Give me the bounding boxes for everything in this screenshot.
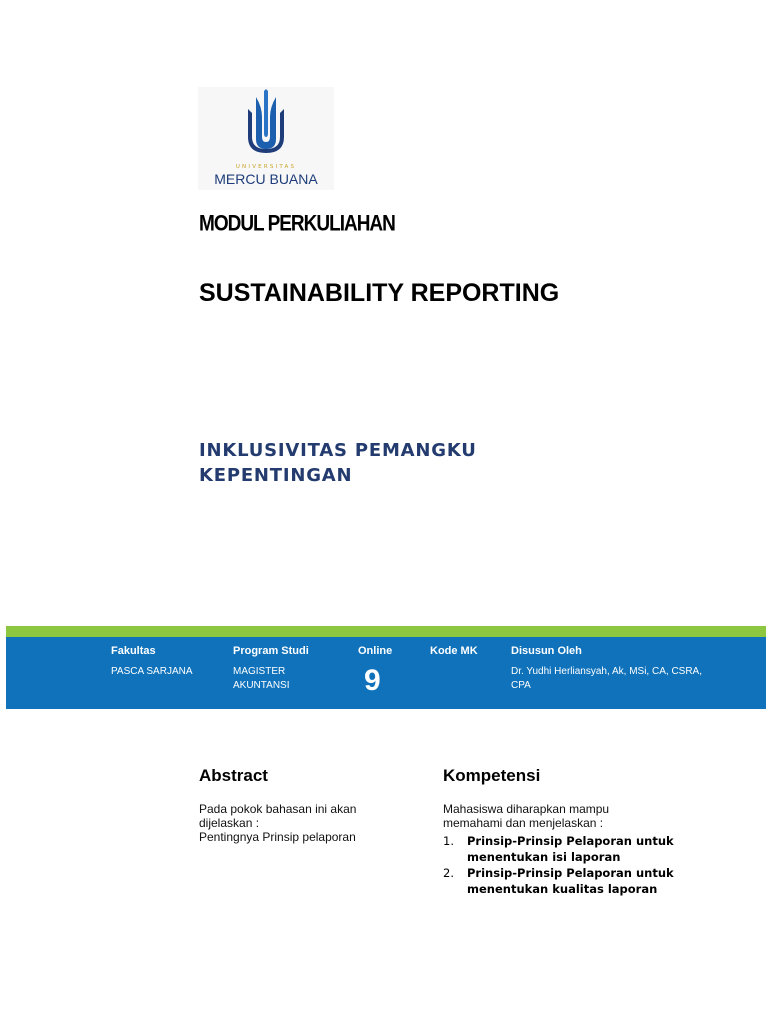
program-studi-label: Program Studi: [233, 645, 309, 657]
logo-universitas-text: UNIVERSITAS: [235, 164, 297, 170]
online-label: Online: [358, 645, 393, 657]
program-studi-value-line1: MAGISTER: [233, 666, 286, 677]
topic-title-line1: INKLUSIVITAS PEMANGKU: [199, 440, 477, 461]
abstract-line2: dijelaskan :: [199, 816, 260, 830]
kompetensi-intro-line2: memahami dan menjelaskan :: [443, 816, 604, 830]
list-item-line2: menentukan isi laporan: [467, 850, 621, 864]
author-line1: Dr. Yudhi Herliansyah, Ak, MSi, CA, CSRA,: [511, 666, 703, 677]
kode-mk-label: Kode MK: [430, 645, 478, 657]
topic-title: [199, 438, 599, 488]
logo-university-name: MERCU BUANA: [214, 171, 318, 187]
program-studi-value-line2: AKUNTANSI: [233, 680, 290, 691]
list-item: [443, 865, 683, 897]
fakultas-label: Fakultas: [111, 645, 156, 657]
modul-label: MODUL PERKULIAHAN: [199, 212, 395, 237]
topic-title-line2: KEPENTINGAN: [199, 465, 353, 486]
fakultas-value: PASCA SARJANA: [111, 666, 193, 677]
abstract-line3: Pentingnya Prinsip pelaporan: [199, 830, 356, 844]
list-item-line2: menentukan kualitas laporan: [467, 882, 658, 896]
kompetensi-intro: [443, 802, 683, 830]
mercu-buana-emblem-icon: [198, 87, 334, 190]
green-divider: [6, 626, 766, 637]
online-column: [358, 645, 418, 695]
abstract-heading: Abstract: [199, 766, 268, 785]
kompetensi-heading: Kompetensi: [443, 766, 541, 785]
online-session-number: 9: [364, 664, 381, 697]
list-item-line1: Prinsip-Prinsip Pelaporan untuk: [467, 866, 674, 880]
abstract-section: [199, 766, 429, 844]
abstract-line1: Pada pokok bahasan ini akan: [199, 802, 357, 816]
list-item-number: 2.: [443, 866, 454, 880]
info-band: [6, 637, 766, 709]
university-logo: [198, 87, 334, 190]
list-item-text: [467, 833, 674, 865]
kompetensi-list: [443, 833, 683, 897]
disusun-oleh-column: [511, 645, 751, 693]
kompetensi-intro-line1: Mahasiswa diharapkan mampu: [443, 802, 610, 816]
program-studi-column: [233, 645, 343, 693]
author-line2: CPA: [511, 680, 531, 691]
kode-mk-column: [430, 645, 500, 665]
course-title: SUSTAINABILITY REPORTING: [199, 279, 560, 307]
list-item: [443, 833, 683, 865]
list-item-line1: Prinsip-Prinsip Pelaporan untuk: [467, 834, 674, 848]
list-item-text: [467, 865, 674, 897]
fakultas-column: [111, 645, 221, 679]
abstract-body: [199, 802, 429, 844]
disusun-oleh-label: Disusun Oleh: [511, 645, 582, 657]
kompetensi-section: [443, 766, 683, 897]
list-item-number: 1.: [443, 834, 454, 848]
